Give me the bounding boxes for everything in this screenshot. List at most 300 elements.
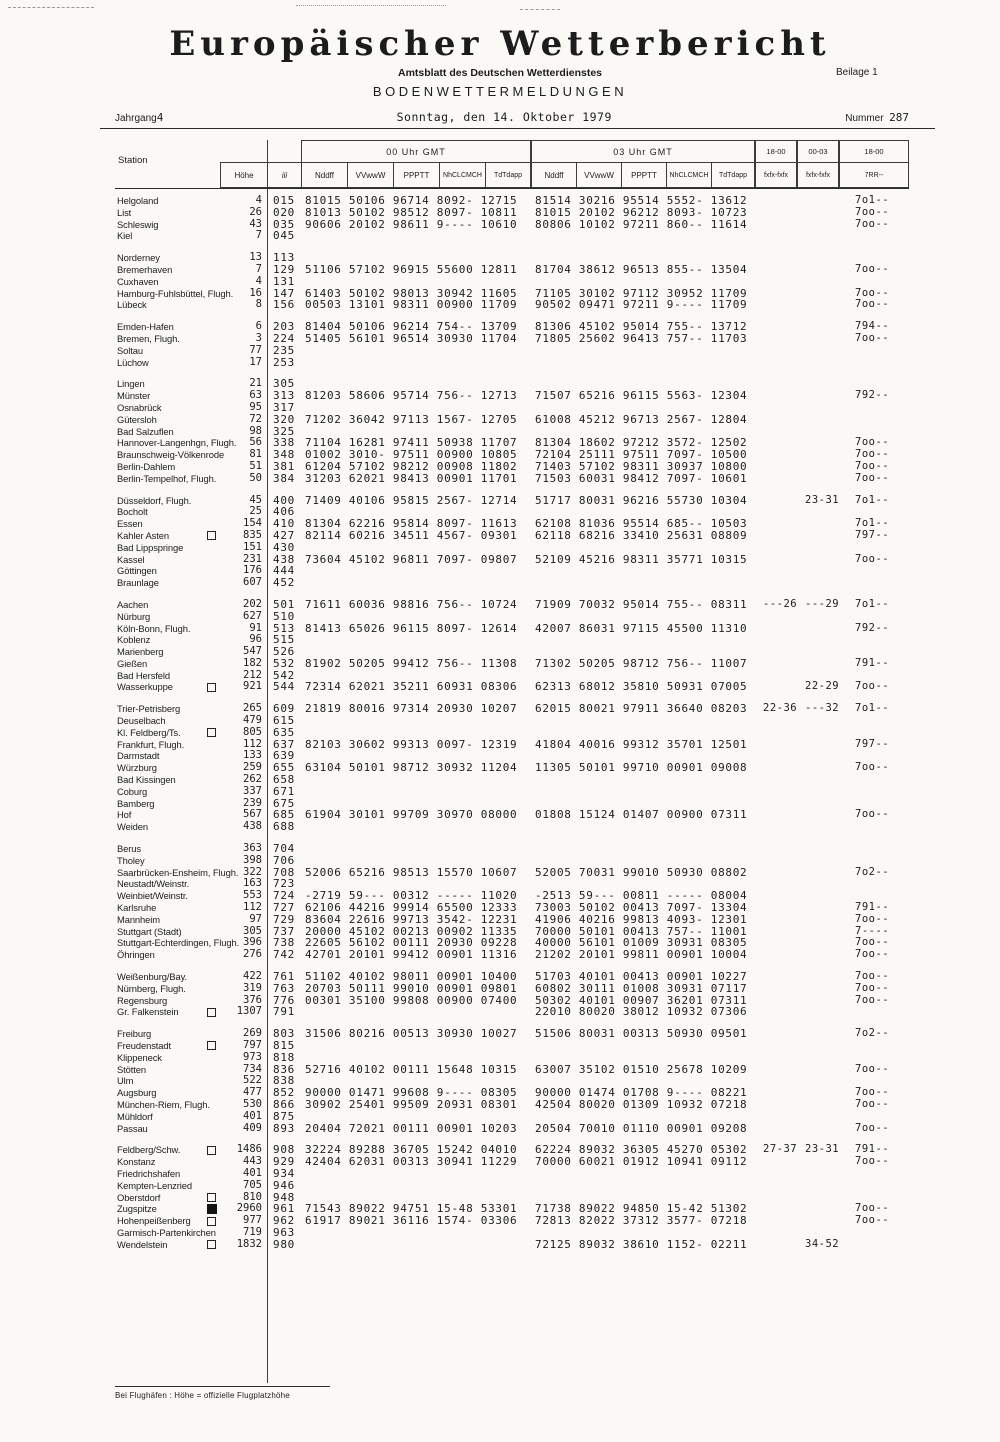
obs-00-gmt: 71202 36042 97113 1567- 12705 [305,412,518,426]
wind-extreme-18-00 [755,378,797,390]
subcol-ppptt-2: PPPTT [621,162,667,188]
station-number: 035 [273,217,295,231]
station-name: Hannover-Langenhgn, Flugh. [117,437,237,449]
station-number: 444 [273,564,295,578]
station-number: 866 [273,1097,295,1111]
obs-00-gmt: 81013 50102 98512 8097- 10811 [305,205,518,219]
table-row [115,843,909,855]
wind-extreme-18-00 [755,750,797,762]
table-row [115,495,909,507]
station-altitude: 376 [243,993,262,1006]
station-number: 501 [273,597,295,611]
precipitation-7rr [839,715,909,727]
precipitation-7rr: 7o2-- [855,1027,890,1040]
wind-extreme-00-03 [797,426,839,438]
station-marker [207,449,221,461]
wind-extreme-00-03 [797,1040,839,1052]
header-18-00-b: 18-00 [839,140,909,163]
station-number: 338 [273,436,295,450]
station-name: Hohenpeißenberg [117,1215,191,1227]
station-name: Mühldorf [117,1110,153,1122]
station-name: Bad Kissingen [117,774,176,786]
obs-00-gmt: 20703 50111 99010 00901 09801 [305,981,518,995]
station-marker [207,1239,221,1251]
wind-extreme-00-03 [797,195,839,207]
wind-extreme-18-00 [755,345,797,357]
obs-00-gmt: 00503 13101 98311 00900 11709 [305,298,518,312]
table-row [115,715,909,727]
wind-extreme-18-00 [755,995,797,1007]
table-row [115,611,909,623]
obs-00-gmt: 83604 22616 99713 3542- 12231 [305,912,518,926]
wind-extreme-18-00 [755,1239,797,1251]
wind-extreme-18-00 [755,219,797,231]
obs-00-gmt [301,634,531,646]
wind-extreme-18-00 [755,1028,797,1040]
station-name: Ulm [117,1075,134,1087]
meta-row [115,110,909,124]
table-row [115,473,909,485]
wind-extreme-18-00 [755,798,797,810]
table-row [115,983,909,995]
station-name: Kl. Feldberg/Ts. [117,726,181,738]
subcol-tdtdapp: TdTdapp [485,162,531,188]
station-altitude: 63 [249,389,262,402]
station-altitude: 1832 [236,1237,262,1250]
station-number: 836 [273,1062,295,1076]
precipitation-7rr: 792-- [855,621,890,634]
station-altitude: 202 [243,597,262,610]
wind-extreme-00-03 [797,727,839,739]
obs-03-gmt: 50302 40101 00907 36201 07311 [535,993,748,1007]
station-name: Bad Hersfeld [117,669,170,681]
wind-extreme-00-03 [797,1215,839,1227]
station-altitude: 2960 [236,1202,262,1215]
obs-03-gmt [531,611,755,623]
subcol-7rr: 7RR-- [839,162,909,188]
obs-00-gmt: 31203 62021 98413 00901 11701 [305,471,518,485]
station-name: Stötten [117,1063,147,1075]
obs-03-gmt [531,855,755,867]
nummer-value: 287 [889,111,909,124]
obs-03-gmt: 71403 57102 98311 30937 10800 [535,459,748,473]
station-name: Weiden [117,821,149,833]
station-altitude: 719 [243,1225,262,1238]
subcol-vvwww: VVwwW [347,162,394,188]
obs-00-gmt: -2719 59--- 00312 ----- 11020 [305,889,518,903]
obs-03-gmt: 62118 68216 33410 25631 08809 [535,528,748,542]
obs-03-gmt [531,634,755,646]
obs-03-gmt: 71909 70032 95014 755-- 08311 [535,597,748,611]
station-marker [207,658,221,670]
station-marker [207,1111,221,1123]
precipitation-7rr: 792-- [855,389,890,402]
obs-03-gmt: 41804 40016 99312 35701 12501 [535,737,748,751]
station-name: Weinbiet/Weinstr. [117,890,188,902]
station-number: 685 [273,808,295,822]
station-name: Kempten-Lenzried [117,1179,193,1191]
wind-extreme-18-00 [755,1203,797,1215]
precipitation-7rr: 797-- [855,737,890,750]
station-altitude: 112 [243,737,262,750]
obs-00-gmt [301,357,531,369]
nummer-label: Nummer [845,113,884,124]
station-number: 015 [273,194,295,207]
station-altitude: 95 [249,400,262,413]
obs-00-gmt: 31506 80216 00513 30930 10027 [305,1027,518,1041]
table-row [115,821,909,833]
station-name: Lüchow [117,356,149,368]
precipitation-7rr: 7oo-- [855,1202,890,1215]
station-number: 763 [273,981,295,995]
station-number: 803 [273,1027,295,1041]
station-name: Saarbrücken-Ensheim, Flugh. [117,866,239,878]
station-name: Braunschweig-Völkenrode [117,449,225,461]
station-altitude: 805 [243,725,262,738]
station-name: Nürnberg, Flugh. [117,982,186,994]
station-marker [207,1028,221,1040]
wind-extreme-00-03 [797,542,839,554]
obs-00-gmt [301,821,531,833]
obs-03-gmt: 51506 80031 00313 50930 09501 [535,1027,748,1041]
obs-00-gmt: 81203 58606 95714 756-- 12713 [305,389,518,403]
obs-03-gmt [531,542,755,554]
station-number: 510 [273,609,295,623]
station-altitude: 43 [249,217,262,230]
precipitation-7rr [839,1040,909,1052]
table-row [115,219,909,231]
obs-00-gmt: 81413 65026 96115 8097- 12614 [305,621,518,635]
obs-03-gmt: 60802 30111 01008 30931 07117 [535,981,748,995]
station-name: Bamberg [117,797,155,809]
station-name: Schleswig [117,218,159,230]
obs-00-gmt: 61917 89021 36116 1574- 03306 [305,1214,518,1228]
obs-00-gmt: 71104 16281 97411 50938 11707 [305,436,518,450]
station-name: München-Riem, Flugh. [117,1098,210,1110]
table-row [115,623,909,635]
precipitation-7rr: 7oo-- [855,1155,890,1168]
station-marker [207,843,221,855]
wind-extreme-18-00 [755,195,797,207]
wind-extreme-18-00 [755,461,797,473]
precipitation-7rr [839,634,909,646]
obs-03-gmt: 80806 10102 97211 860-- 11614 [535,217,748,231]
subcol-nddff: Nddff [301,162,348,188]
station-altitude: 6 [255,320,262,333]
station-number: 400 [273,493,295,507]
table-row [115,1052,909,1064]
obs-00-gmt [301,1168,531,1180]
station-name: Deuselbach [117,715,166,727]
station-name: Aachen [117,598,149,610]
wind-extreme-00-03 [797,219,839,231]
obs-03-gmt [531,402,755,414]
station-number: 224 [273,331,295,345]
station-group [115,971,909,1018]
station-name: Bad Salzuflen [117,425,174,437]
obs-03-gmt: 73003 50102 00413 7097- 13304 [535,901,748,915]
wind-extreme-00-03 [797,565,839,577]
obs-03-gmt: 51717 80031 96216 55730 10304 [535,493,748,507]
obs-03-gmt [531,1040,755,1052]
precipitation-7rr [839,577,909,589]
table-row [115,1156,909,1168]
wind-extreme-18-00 [755,1156,797,1168]
table-row [115,299,909,311]
wind-extreme-18-00 [755,1075,797,1087]
station-altitude: 176 [243,564,262,577]
obs-03-gmt [531,786,755,798]
table-row [115,345,909,357]
mountain-station-marker-box [207,1204,217,1214]
wind-extreme-00-03 [797,634,839,646]
obs-00-gmt: 61904 30101 99709 30970 08000 [305,808,518,822]
station-marker [207,1006,221,1018]
wind-extreme-18-00 [755,333,797,345]
station-name: Stuttgart (Stadt) [117,925,182,937]
wind-extreme-00-03 [797,809,839,821]
wind-extreme-18-00 [755,1111,797,1123]
station-altitude: 607 [243,576,262,589]
station-name: Berlin-Tempelhof, Flugh. [117,472,217,484]
station-altitude: 91 [249,621,262,634]
station-altitude: 50 [249,471,262,484]
wind-extreme-18-00 [755,495,797,507]
mountain-station-marker-box [207,1193,216,1202]
wind-extreme-18-00 [755,1006,797,1018]
wind-extreme-18-00 [755,774,797,786]
wind-extreme-00-03 [797,715,839,727]
station-name: Gütersloh [117,413,157,425]
wind-extreme-00-03 [797,1227,839,1239]
station-marker [207,867,221,879]
station-marker [207,681,221,693]
obs-03-gmt: 41906 40216 99813 4093- 12301 [535,912,748,926]
subcol-nddff-2: Nddff [531,162,577,188]
station-group [115,1144,909,1250]
obs-00-gmt [301,715,531,727]
station-altitude: 734 [243,1062,262,1075]
precipitation-7rr [839,1006,909,1018]
station-number: 875 [273,1109,295,1123]
wind-extreme-00-03: 34-52 [805,1237,840,1250]
table-row [115,577,909,589]
station-number: 708 [273,865,295,879]
obs-03-gmt: 52109 45216 98311 35771 10315 [535,552,748,566]
station-altitude: 396 [243,936,262,949]
station-name: Regensburg [117,994,168,1006]
station-name: Stuttgart-Echterdingen, Flugh. [117,937,240,949]
precipitation-7rr: 7oo-- [855,552,890,565]
station-table-body [115,189,909,1251]
table-row [115,1040,909,1052]
station-name: Klippeneck [117,1051,162,1063]
mountain-station-marker-box [207,683,216,692]
obs-00-gmt [301,1227,531,1239]
obs-03-gmt: 62015 80021 97911 36640 08203 [535,702,748,716]
wind-extreme-00-03 [797,449,839,461]
station-number: 818 [273,1050,295,1064]
station-marker [207,378,221,390]
station-altitude: 627 [243,609,262,622]
precipitation-7rr: 7oo-- [855,1062,890,1075]
station-marker [207,914,221,926]
obs-03-gmt: 90000 01474 01708 9---- 08221 [535,1086,748,1100]
station-name: Marienberg [117,646,164,658]
station-marker [207,902,221,914]
station-marker [207,611,221,623]
station-marker [207,195,221,207]
station-number: 526 [273,645,295,659]
station-marker [207,703,221,715]
wind-extreme-00-03 [797,995,839,1007]
header-00-uhr-gmt: 00 Uhr GMT [301,140,531,163]
obs-03-gmt: 42504 80020 01309 10932 07218 [535,1097,748,1111]
wind-extreme-18-00 [755,727,797,739]
mountain-station-marker-box [207,1008,216,1017]
obs-00-gmt: 72314 62021 35211 60931 08306 [305,680,518,694]
wind-extreme-00-03 [797,914,839,926]
wind-extreme-00-03: 23-31 [805,1143,840,1156]
section-heading: BODENWETTERMELDUNGEN [372,84,628,99]
station-marker [207,1180,221,1192]
station-number: 438 [273,552,295,566]
station-altitude: 977 [243,1214,262,1227]
wind-extreme-00-03 [797,1006,839,1018]
station-name: Freiburg [117,1028,152,1040]
wind-extreme-00-03 [797,518,839,530]
precipitation-7rr: 7oo-- [855,331,890,344]
station-name: Koblenz [117,634,151,646]
wind-extreme-18-00 [755,321,797,333]
station-marker [207,299,221,311]
station-name: Helgoland [117,195,159,206]
obs-00-gmt: 52006 65216 98513 15570 10607 [305,865,518,879]
wind-extreme-18-00 [755,299,797,311]
station-altitude: 319 [243,981,262,994]
obs-03-gmt: 62313 68012 35810 50931 07005 [535,680,748,694]
obs-03-gmt [531,774,755,786]
station-name: Darmstadt [117,750,160,762]
obs-00-gmt: 01002 3010- 97511 00900 10805 [305,448,518,462]
station-number: 946 [273,1178,295,1192]
header-03-uhr-gmt: 03 Uhr GMT [531,140,755,163]
jahrgang [115,111,163,124]
station-altitude: 112 [243,901,262,914]
station-altitude: 265 [243,702,262,715]
station-marker [207,1215,221,1227]
precipitation-7rr [839,414,909,426]
precipitation-7rr: 7oo-- [855,936,890,949]
obs-00-gmt [301,345,531,357]
station-marker [207,926,221,938]
station-altitude: 7 [255,262,262,275]
obs-03-gmt: 72813 82022 37312 3577- 07218 [535,1214,748,1228]
obs-00-gmt [301,1052,531,1064]
station-altitude: 25 [249,505,262,518]
wind-extreme-18-00 [755,681,797,693]
table-row [115,390,909,402]
station-number: 452 [273,576,295,590]
wind-extreme-18-00 [755,288,797,300]
station-number: 655 [273,761,295,775]
station-name: Wasserkuppe [117,681,173,693]
wind-extreme-00-03 [797,402,839,414]
wind-extreme-00-03 [797,437,839,449]
station-name: Hamburg-Fuhlsbüttel, Flugh. [117,287,234,299]
table-row [115,1111,909,1123]
table-row [115,774,909,786]
station-name: Bremerhaven [117,263,173,275]
station-number: 776 [273,993,295,1007]
wind-extreme-18-00 [755,207,797,219]
precipitation-7rr: 7oo-- [855,993,890,1006]
station-number: 410 [273,517,295,531]
obs-03-gmt: 21202 20101 99811 00901 10004 [535,948,748,962]
station-number: 381 [273,459,295,473]
wind-extreme-18-00 [755,530,797,542]
precipitation-7rr: 7o1-- [855,702,890,715]
wind-extreme-00-03 [797,762,839,774]
mountain-station-marker-box [207,728,216,737]
wind-extreme-18-00 [755,252,797,264]
wind-extreme-00-03 [797,843,839,855]
station-altitude: 305 [243,924,262,937]
table-row [115,264,909,276]
wind-extreme-00-03 [797,506,839,518]
station-marker [207,739,221,751]
obs-00-gmt: 81015 50106 96714 8092- 12715 [305,194,518,207]
wind-extreme-18-00 [755,518,797,530]
station-name: Konstanz [117,1156,156,1168]
mountain-station-marker-box [207,1240,216,1249]
table-row [115,599,909,611]
wind-extreme-00-03 [797,890,839,902]
station-name: Frankfurt, Flugh. [117,738,185,750]
obs-03-gmt: 81304 18602 97212 3572- 12502 [535,436,748,450]
station-group [115,252,909,311]
subcol-clouds-2: NhCLCMCH [666,162,712,188]
station-column-header: Station [118,155,148,166]
wind-extreme-18-00 [755,1087,797,1099]
table-row [115,1180,909,1192]
station-number: 348 [273,448,295,462]
station-number: 852 [273,1086,295,1100]
wind-extreme-18-00 [755,739,797,751]
station-altitude: 1486 [236,1143,262,1156]
station-altitude: 547 [243,645,262,658]
station-marker [207,1192,221,1204]
obs-00-gmt: 81902 50205 99412 756-- 11308 [305,656,518,670]
station-marker [207,634,221,646]
mountain-station-marker-box [207,1146,216,1155]
wind-extreme-00-03 [797,1064,839,1076]
station-number: 961 [273,1202,295,1216]
precipitation-7rr: 791-- [855,656,890,669]
precipitation-7rr [839,727,909,739]
obs-03-gmt: 72104 25111 97511 7097- 10500 [535,448,748,462]
station-name: Karlsruhe [117,902,157,914]
precipitation-7rr [839,774,909,786]
wind-extreme-00-03 [797,357,839,369]
document-title: Europäischer Wetterbericht [169,24,831,64]
station-altitude: 973 [243,1050,262,1063]
table-row [115,681,909,693]
station-altitude: 921 [243,680,262,693]
wind-extreme-00-03 [797,264,839,276]
wind-extreme-00-03 [797,949,839,961]
obs-03-gmt: 70000 50101 00413 757-- 11001 [535,924,748,938]
